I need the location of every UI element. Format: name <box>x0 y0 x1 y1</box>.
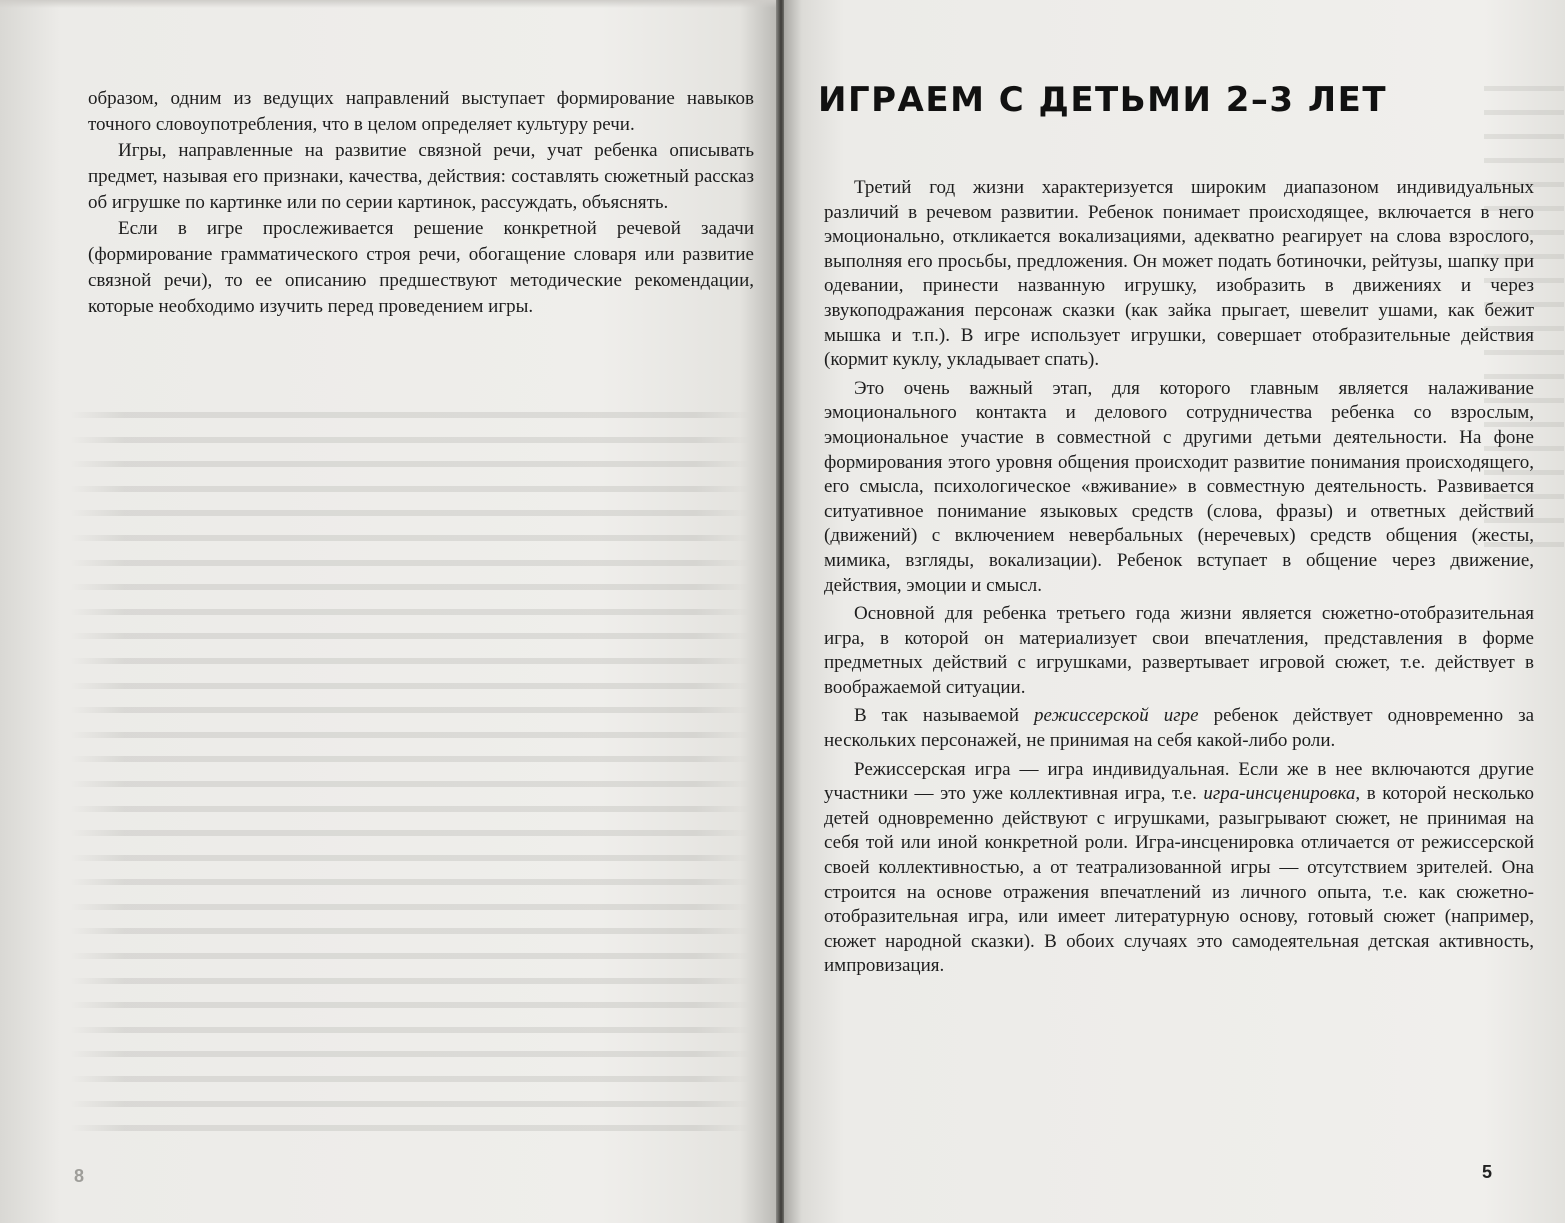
emphasis-term: игра-инсценировка <box>1203 783 1356 805</box>
paragraph-text: ребенок действует одновременно за нескольких персонажей, не принимая на себя какой-либо роли. <box>824 705 1535 752</box>
chapter-title: ИГРАЕМ С ДЕТЬМИ 2–3 ЛЕТ <box>818 80 1388 120</box>
show-through-text <box>70 412 750 1150</box>
paragraph-text: Режиссерская игра — игра индивидуальная. Если же в нее включаются другие участники — это уже коллективная игра, т.е. <box>824 758 1534 805</box>
paragraph: Третий год жизни характеризуется широким диапазоном индивидуальных различий в речевом развитии. Ребенок понимает происходящее, включается в него эмоционально, откликается вокализациями, адекватно реагирует на слова взрослого, выполняя его просьбы, предложения. Он может подать ботиночки, рейтузы, шапку при одевании, принести названную игрушку, изобразить в движениях и через звукоподражания персонаж сказки (как зайка прыгает, шевелит ушами, как бежит мышка и т.п.). В игре использует игрушки, совершает отобразительные действия (кормит куклу, укладывает спать). <box>824 177 1534 371</box>
paragraph <box>824 758 1534 979</box>
paragraph: Основной для ребенка третьего года жизни является сюжетно-отобразительная игра, в которой он материализует свои впечатления, представления в форме предметных действий с игрушками, развертывает игровой сюжет, т.е. действует в воображаемой ситуации. <box>824 603 1534 698</box>
right-page-body <box>824 176 1534 983</box>
paragraph <box>824 704 1534 753</box>
paragraph-text: В так называемой <box>854 705 1034 727</box>
page-number-right: 5 <box>1482 1162 1493 1182</box>
paragraph: образом, одним из ведущих направлений выступает формирование навыков точного словоупотребления, что в целом определяет культуру речи. <box>88 88 754 135</box>
paragraph-text: , в которой несколько детей одновременно действуют с игрушками, разыгрывают сюжет, не принимая на себя той или иной конкретной роли. Игра-инсценировка отличается от режиссерской своей коллективностью, а от театрализованной игры — отсутствием зрителей. Она строится на основе отражения впечатлений из личного опыта, т.е. как сюжетно-отобразительная игра, или имеет литературную основу, готовый сюжет (например, сюжет народной сказки). В обоих случаях это самодеятельная детская активность, импровизация. <box>824 783 1534 977</box>
paragraph: Это очень важный этап, для которого главным является налаживание эмоционального контакта и делового сотрудничества ребенка со взрослым, эмоциональное участие в совместной с другими детьми деятельности. На фоне формирования этого уровня общения происходит развитие понимания происходящего, его смысла, психологическое «вживание» в совместную деятельность. Развивается ситуативное понимание языковых средств (слова, фразы) и ответных действий (движений) с включением невербальных (неречевых) средств общения (жесты, мимика, взгляды, вокализации). Ребенок вступает в общение через движение, действия, эмоции и смысл. <box>824 377 1534 596</box>
left-page <box>0 0 778 1223</box>
paragraph: Игры, направленные на развитие связной речи, учат ребенка описывать предмет, называя его признаки, качества, действия: составлять сюжетный рассказ об игрушке по картинке или по серии картинок, рассуждать, объяснять. <box>88 140 754 213</box>
left-page-body <box>88 86 754 320</box>
emphasis-term: режиссерской игре <box>1034 705 1199 727</box>
page-edge-shadow <box>0 0 778 8</box>
paragraph: Если в игре прослеживается решение конкретной речевой задачи (формирование грамматического строя речи, обогащение словаря или развитие связной речи), то ее описанию предшествуют методические рекомендации, которые необходимо изучить перед проведением игры. <box>88 218 754 317</box>
right-page <box>784 0 1565 1223</box>
page-number-left: 8 <box>74 1166 85 1186</box>
